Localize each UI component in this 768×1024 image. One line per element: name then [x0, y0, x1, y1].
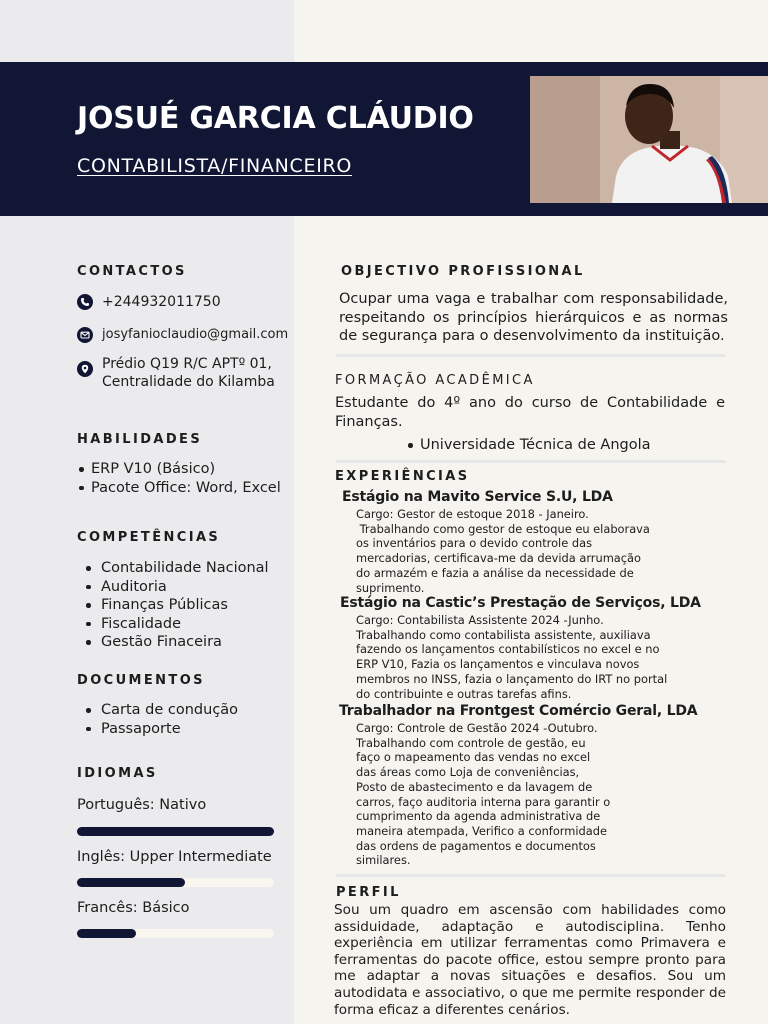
email-icon: [77, 327, 93, 343]
skills-list: [77, 460, 281, 497]
skills-heading: HABILIDADES: [77, 432, 203, 447]
candidate-role: CONTABILISTA/FINANCEIRO: [77, 155, 353, 177]
language-level-bar: [77, 929, 274, 938]
documents-list: [77, 701, 238, 738]
language-level-fill: [77, 929, 136, 938]
education-heading: FORMAÇÃO ACADÊMICA: [335, 373, 535, 388]
phone-number: +244932011750: [102, 294, 221, 310]
contacts-heading: CONTACTOS: [77, 264, 187, 279]
address-line-2: Centralidade do Kilamba: [102, 374, 275, 390]
email-address: josyfanioclaudio@gmail.com: [102, 327, 289, 342]
job-title: Estágio na Mavito Service S.U, LDA: [342, 489, 613, 505]
objective-text: Ocupar uma vaga e trabalhar com responsabilidade, respeitando os princípios hierárquicos e as normas de segurança para o desenvolvimento da instituição.: [339, 291, 728, 344]
language-label: Português: Nativo: [77, 797, 207, 813]
language-label: Inglês: Upper Intermediate: [77, 849, 272, 865]
competency-item: Auditoria: [77, 578, 269, 597]
job-title: Trabalhador na Frontgest Comércio Geral, LDA: [339, 703, 698, 719]
language-label: Francês: Básico: [77, 900, 190, 916]
languages-heading: IDIOMAS: [77, 766, 158, 781]
profile-heading: PERFIL: [336, 885, 401, 900]
education-text: Estudante do 4º ano do curso de Contabilidade e Finanças.: [335, 395, 725, 430]
job-description: Cargo: Contabilista Assistente 2024 -Junho. Trabalhando como contabilista assistente, auxiliava fazendo os lançamentos contabilísticos no excel e no ERP V10, Fazia os lançamentos e vinculava novos membros no INSS, fazia o lançamento do IRT no portal do contribuinte e outras tarefas afins.: [356, 613, 668, 701]
contact-phone[interactable]: [77, 293, 221, 311]
competency-item: Contabilidade Nacional: [77, 559, 269, 578]
section-divider: [336, 354, 726, 357]
skill-item: Pacote Office: Word, Excel: [77, 479, 281, 498]
education-list: [406, 436, 651, 455]
language-level-fill: [77, 878, 185, 887]
document-item: Carta de condução: [77, 701, 238, 720]
education-item: Universidade Técnica de Angola: [406, 436, 651, 455]
language-level-bar: [77, 878, 274, 887]
competencies-heading: COMPETÊNCIAS: [77, 530, 221, 545]
profile-photo: [530, 76, 768, 203]
address-line-1: Prédio Q19 R/C APTº 01,: [102, 356, 272, 372]
job-description: Cargo: Gestor de estoque 2018 - Janeiro. Trabalhando como gestor de estoque eu elaborava os inventários para o devido controle das mercadorias, certificava-me da devida arrumação do armazém e fazia a análise da necessidade de suprimento.: [356, 507, 650, 595]
candidate-name: JOSUÉ GARCIA CLÁUDIO: [77, 101, 474, 136]
competency-item: Fiscalidade: [77, 615, 269, 634]
contact-address: [77, 355, 275, 391]
phone-icon: [77, 294, 93, 310]
document-item: Passaporte: [77, 720, 238, 739]
documents-heading: DOCUMENTOS: [77, 673, 205, 688]
competency-item: Gestão Finaceira: [77, 633, 269, 652]
location-pin-icon: [77, 361, 93, 377]
job-description: Cargo: Controle de Gestão 2024 -Outubro. Trabalhando com controle de gestão, eu faço o mapeamento das vendas no excel das áreas como Loja de conveniências, Posto de abastecimento e da lavagem de carros, faço auditoria interna para garantir o cumprimento da agenda administrativa de maneira atempada, Verifico a conformidade das ordens de pagamentos e documentos similares.: [356, 721, 611, 868]
job-title: Estágio na Castic’s Prestação de Serviços, LDA: [340, 595, 701, 611]
competencies-list: [77, 559, 269, 652]
competency-item: Finanças Públicas: [77, 596, 269, 615]
objective-heading: OBJECTIVO PROFISSIONAL: [341, 264, 585, 279]
section-divider: [336, 874, 726, 877]
language-level-bar: [77, 827, 274, 836]
contact-email[interactable]: [77, 326, 288, 344]
language-level-fill: [77, 827, 274, 836]
experience-heading: EXPERIÊNCIAS: [335, 469, 470, 484]
skill-item: ERP V10 (Básico): [77, 460, 281, 479]
profile-text: Sou um quadro em ascensão com habilidades como assiduidade, adaptação e autodisciplina. Tenho experiência em utilizar ferramentas como Primavera e ferramentas do pacote office, estou sempre pronto para me adaptar a novas situações e desafios. Sou um autodidata e associativo, o que me permite responder de forma eficaz a diferentes cenários.: [334, 902, 726, 1018]
section-divider: [336, 460, 726, 463]
